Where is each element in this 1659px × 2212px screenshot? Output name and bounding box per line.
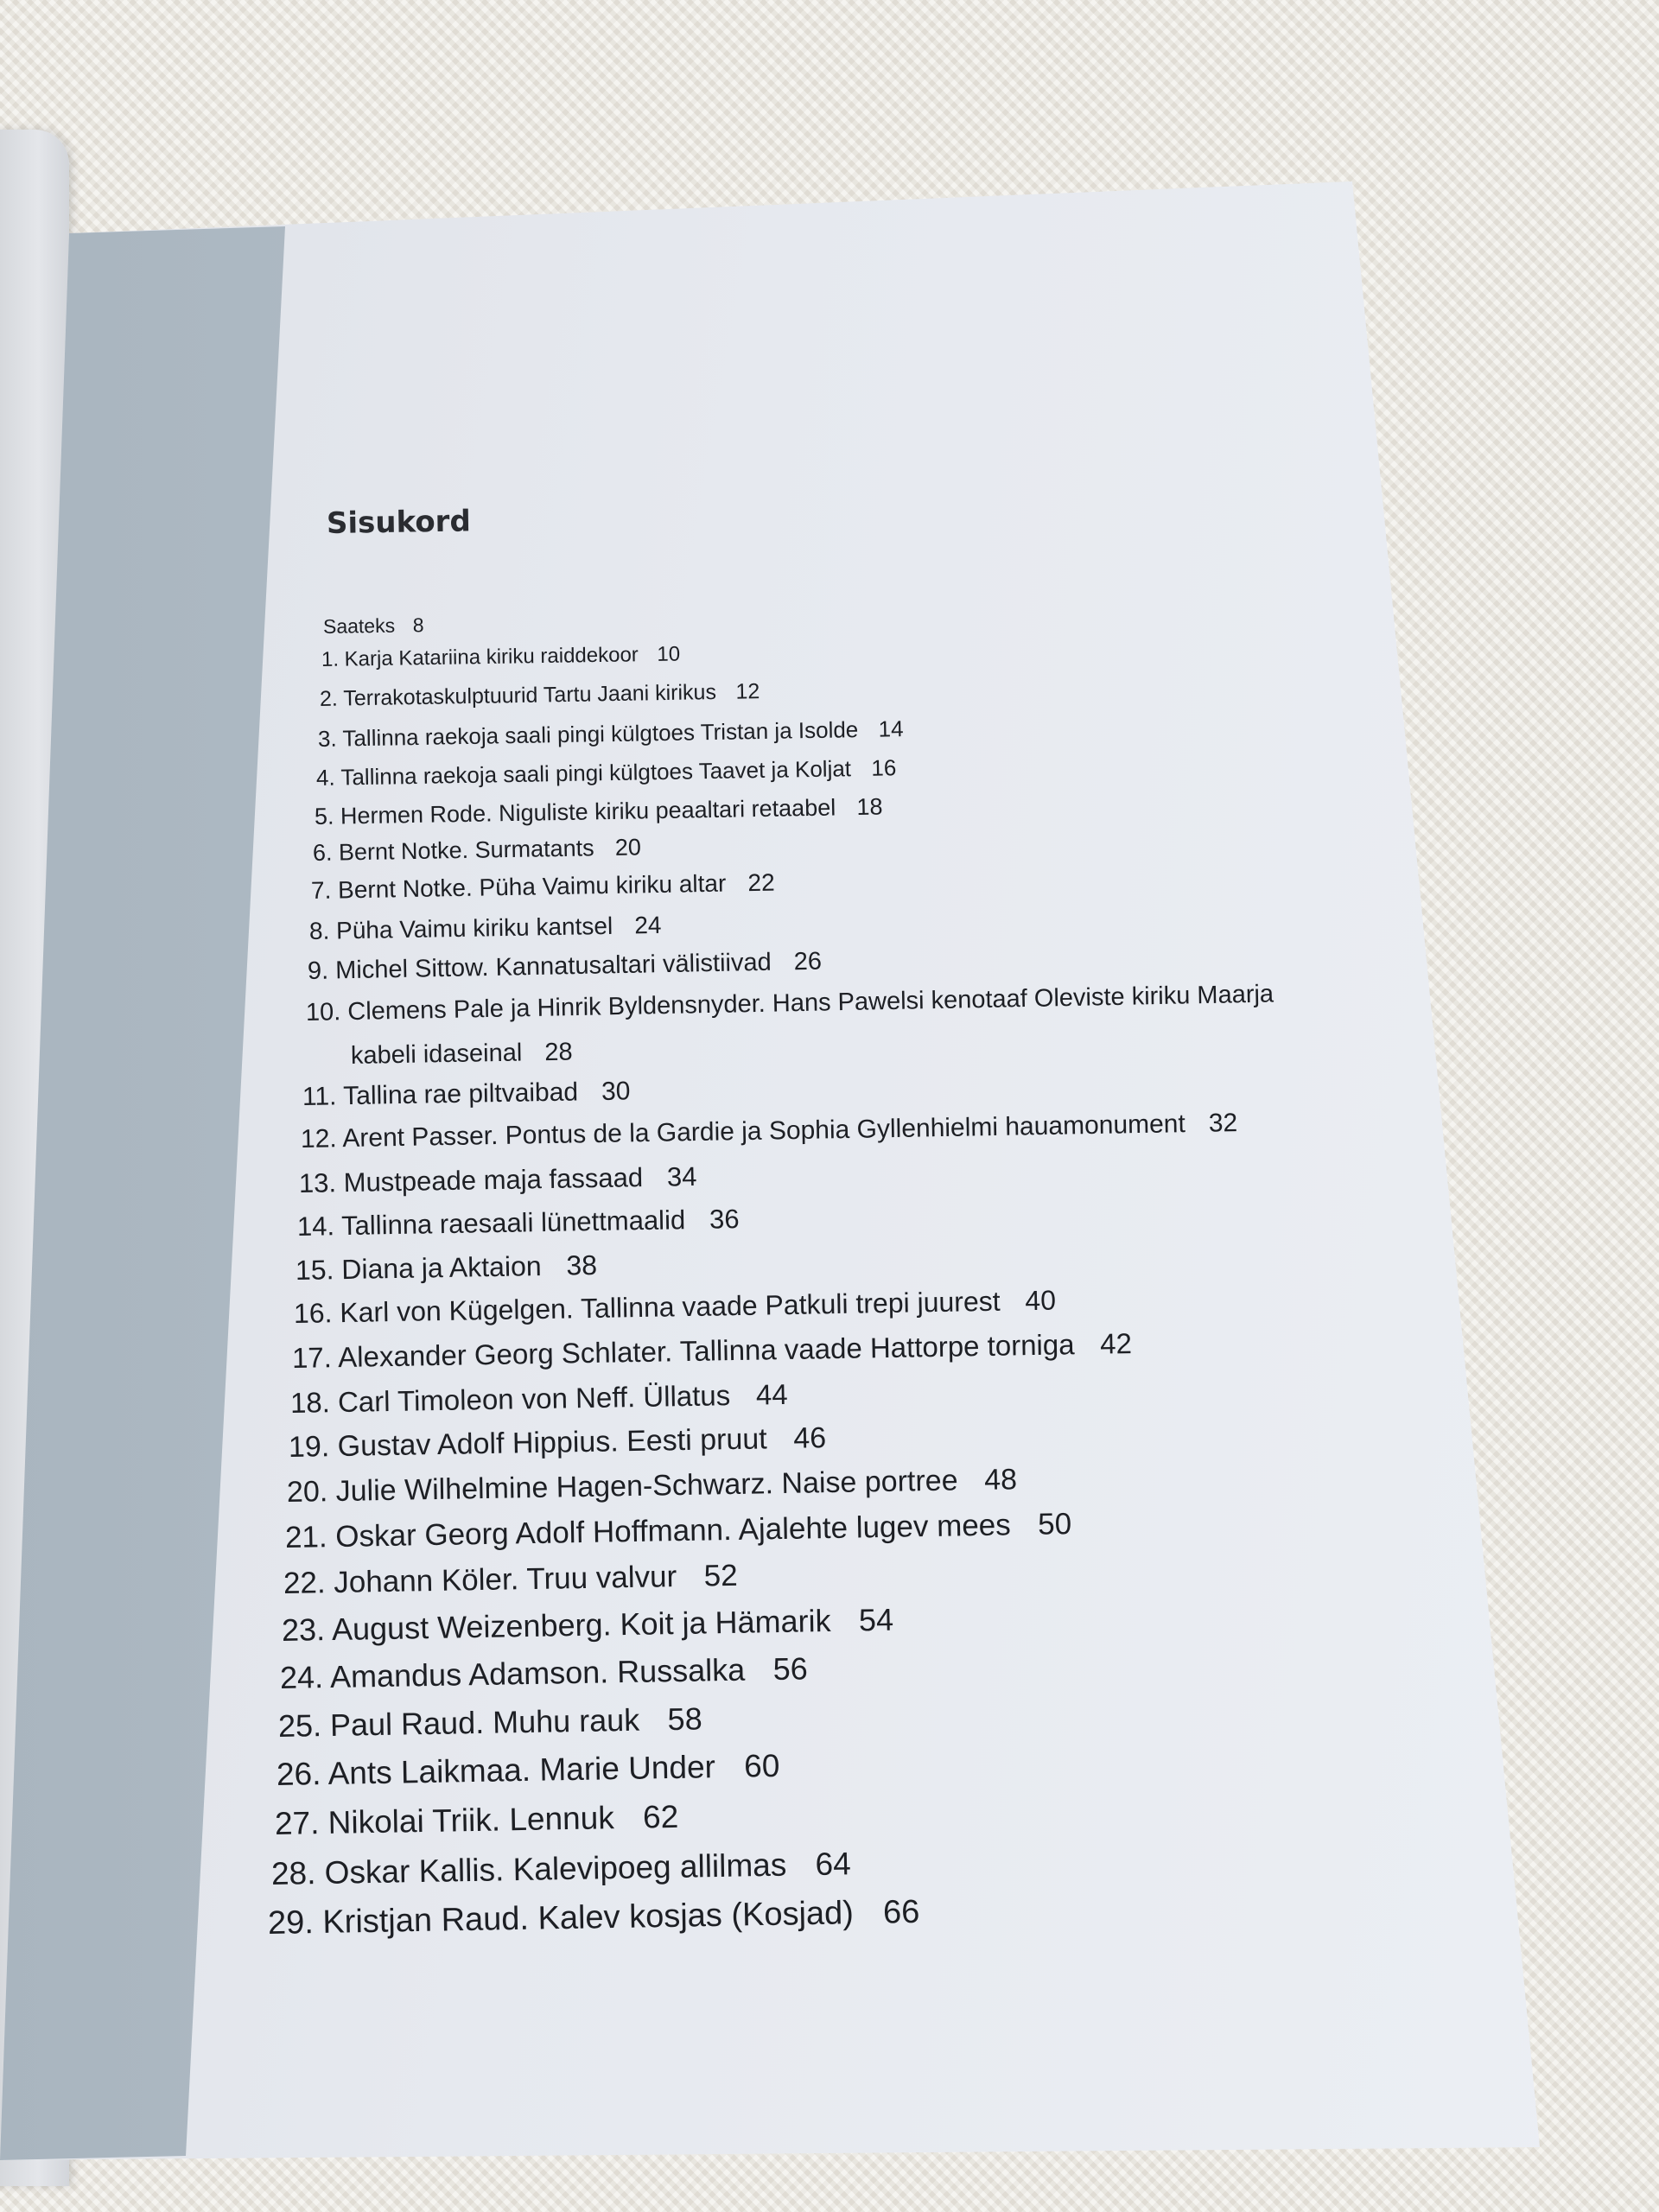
toc-entry-page-number: 24 [634,911,662,939]
toc-entry-page-number: 62 [642,1798,679,1835]
toc-entry [287,1463,1018,1510]
toc-entry-page-number: 22 [747,868,775,897]
toc-entry-title: 18. Carl Timoleon von Neff. Üllatus [289,1379,731,1419]
toc-entry-title: 27. Nikolai Triik. Lennuk [274,1800,615,1841]
toc-entry [276,1748,780,1793]
toc-entry-title: 23. August Weizenberg. Koit ja Hämarik [281,1602,831,1648]
toc-entry-title: 22. Johann Köler. Truu valvur [283,1560,677,1600]
toc-entry-title: kabeli idaseinal [350,1039,523,1070]
toc-entry-title: 6. Bernt Notke. Surmatants [312,835,594,866]
toc-entry [280,1650,808,1696]
toc-entry-page-number: 30 [601,1077,631,1106]
toc-entry [292,1327,1133,1375]
toc-entry-title: 10. Clemens Pale ja Hinrik Byldensnyder. Hans Pawelsi kenotaaf Oleviste kiriku Maarja [305,980,1274,1027]
toc-entry [271,1846,851,1892]
toc-entry [285,1507,1072,1555]
toc-entry [351,1039,573,1071]
toc-entry-page-number: 32 [1208,1109,1238,1138]
toc-entry-page-number: 16 [871,754,897,781]
toc-entry-page-number: 40 [1025,1284,1057,1317]
toc-entry-title: 28. Oskar Kallis. Kalevipoeg allilmas [270,1847,787,1891]
page-title: Sisukord [326,504,472,541]
toc-entry-page-number: 66 [882,1893,920,1931]
toc-entry [320,679,760,712]
toc-entry [296,1249,598,1287]
toc-entry-title: 7. Bernt Notke. Püha Vaimu kiriku altar [310,869,727,904]
toc-entry-page-number: 28 [544,1038,573,1067]
toc-entry [308,948,823,986]
toc-entry-title: 3. Tallinna raekoja saali pingi külgtoes Tristan ja Isolde [317,716,859,752]
toc-entry-title: 24. Amandus Adamson. Russalka [279,1651,746,1695]
toc-entry-page-number: 14 [878,715,904,742]
toc-entry-page-number: 26 [793,947,823,976]
toc-entry-title: 11. Tallina rae piltvaibad [302,1077,579,1111]
toc-entry-page-number: 38 [566,1249,598,1281]
toc-entry [313,834,641,867]
toc-entry [289,1421,827,1465]
toc-entry-title: 21. Oskar Georg Adolf Hoffmann. Ajalehte lugev mees [284,1508,1012,1554]
toc-entry-title: 14. Tallinna raesaali lünettmaalid [296,1205,686,1242]
toc-entry [294,1285,1057,1330]
toc-entry [315,794,883,830]
toc-entry-page-number: 46 [792,1421,827,1455]
toc-entry [311,869,775,905]
toc-entry [297,1204,740,1243]
toc-entry-page-number: 18 [856,793,883,821]
toc-entry [278,1700,702,1745]
toc-entry [268,1894,920,1942]
toc-entry-page-number: 42 [1099,1327,1133,1360]
toc-entry [299,1161,697,1199]
toc-entry [309,912,662,945]
toc-entry-title: 9. Michel Sittow. Kannatusaltari välistiivad [307,948,772,985]
toc-entry-page-number: 36 [709,1204,740,1235]
toc-entry [316,754,897,791]
toc-entry-title: Saateks [322,613,396,638]
toc-entry-page-number: 34 [666,1160,697,1192]
toc-entry-page-number: 52 [703,1558,738,1593]
toc-entry [321,642,681,672]
toc-entry-title: 15. Diana ja Aktaion [295,1250,542,1286]
toc-entry-title: 5. Hermen Rode. Niguliste kiriku peaaltari retaabel [314,794,836,830]
toc-entry [282,1602,894,1649]
toc-entry [306,980,1274,1027]
toc-entry-title: 8. Püha Vaimu kiriku kantsel [308,912,613,944]
toc-entry [290,1378,788,1420]
toc-entry-page-number: 56 [772,1650,809,1688]
toc-entry-title: 16. Karl von Kügelgen. Tallinna vaade Patkuli trepi juurest [293,1285,1001,1329]
toc-entry-title: 17. Alexander Georg Schlater. Tallinna vaade Hattorpe torniga [291,1328,1075,1374]
toc-entry-page-number: 58 [667,1700,702,1738]
toc-entry-page-number: 10 [657,642,681,666]
toc-entry [302,1077,631,1112]
toc-entry-page-number: 12 [735,679,760,704]
toc-entry [275,1799,679,1842]
toc-entry-title: 13. Mustpeade maja fassaad [298,1162,644,1198]
toc-entry-title: 25. Paul Raud. Muhu rauk [277,1701,640,1744]
toc-entry-page-number: 60 [743,1747,780,1784]
toc-entry-title: 4. Tallinna raekoja saali pingi külgtoes Taavet ja Koljat [315,755,852,791]
toc-entry [301,1109,1238,1154]
toc-entry [283,1559,738,1601]
toc-entry-page-number: 48 [983,1463,1018,1497]
toc-entry-page-number: 8 [412,613,424,637]
toc-entry-title: 26. Ants Laikmaa. Marie Under [276,1749,716,1792]
toc-entry [318,715,904,753]
toc-entry-title: 12. Arent Passer. Pontus de la Gardie ja Sophia Gyllenhielmi hauamonument [300,1109,1186,1154]
toc-entry-title: 20. Julie Wilhelmine Hagen-Schwarz. Naise portree [286,1464,958,1509]
toc-entry-title: 29. Kristjan Raud. Kalev kosjas (Kosjad) [267,1895,855,1942]
toc-entry-page-number: 50 [1037,1507,1072,1541]
toc-entry-page-number: 20 [614,834,642,861]
toc-entry-page-number: 44 [755,1377,788,1411]
toc-entry-page-number: 54 [858,1601,894,1638]
toc-entry-title: 2. Terrakotaskulptuurid Tartu Jaani kirikus [319,679,717,711]
toc-entry-title: 1. Karja Katariina kiriku raiddekoor [321,643,639,671]
toc-entry [323,613,424,639]
toc-entry-page-number: 64 [815,1846,852,1883]
toc-entry-title: 19. Gustav Adolf Hippius. Eesti pruut [288,1422,767,1464]
